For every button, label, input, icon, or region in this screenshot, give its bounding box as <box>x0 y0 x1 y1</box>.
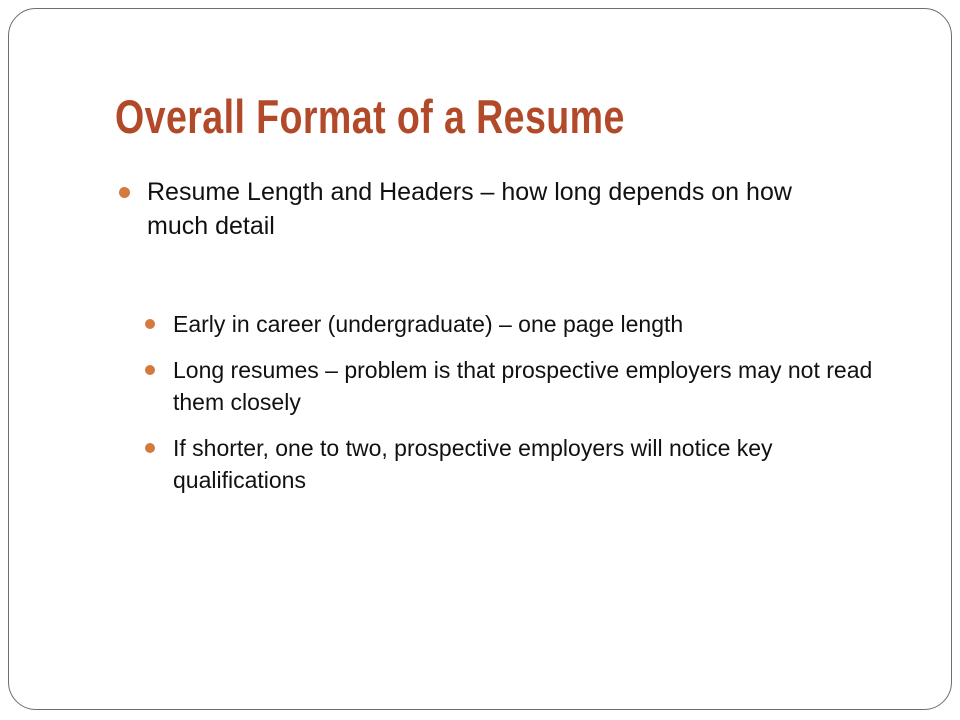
slide-title: Overall Format of a Resume <box>115 90 625 143</box>
sub-bullet-text: If shorter, one to two, prospective employers will notice key qualifications <box>173 435 773 493</box>
sub-bullet-item <box>145 432 905 496</box>
bullet-dot-icon <box>145 319 155 329</box>
bullet-dot-icon <box>119 187 130 198</box>
sub-bullet-text: Early in career (undergraduate) – one page length <box>173 311 684 337</box>
sub-bullet-list <box>145 308 905 510</box>
slide-frame <box>8 8 952 710</box>
main-bullet-item <box>119 175 799 243</box>
sub-bullet-text: Long resumes – problem is that prospective employers may not read them closely <box>173 357 873 415</box>
bullet-dot-icon <box>145 365 155 375</box>
sub-bullet-item <box>145 308 905 340</box>
bullet-dot-icon <box>145 443 155 453</box>
main-bullet-list <box>119 175 799 243</box>
main-bullet-text: Resume Length and Headers – how long depends on how much detail <box>147 178 792 240</box>
sub-bullet-item <box>145 354 905 418</box>
